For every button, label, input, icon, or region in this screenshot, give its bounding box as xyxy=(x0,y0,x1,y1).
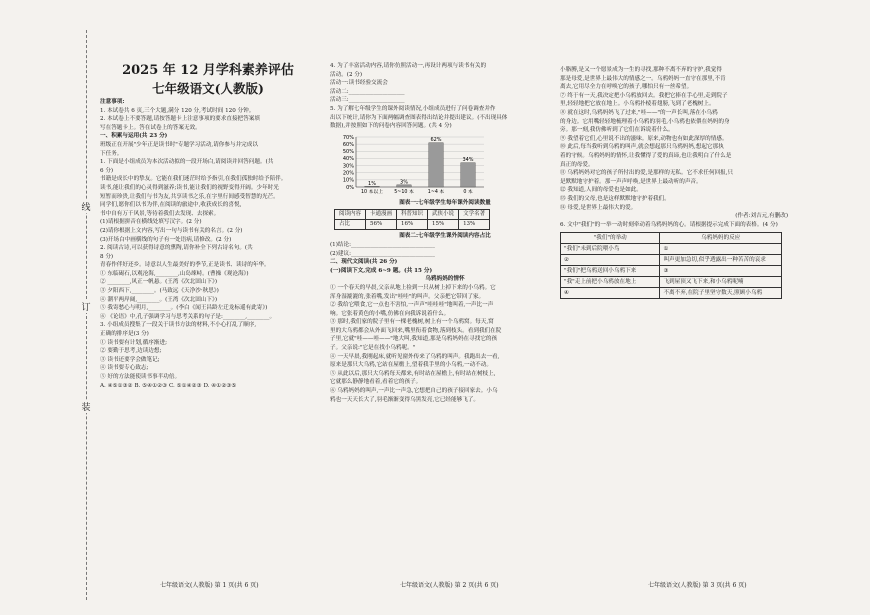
reading-chart-svg xyxy=(334,133,554,199)
text-line: 书籍是成长中的挚友。它能在我们迷茫时给予指引,在我们孤独时给予陪伴。 xyxy=(100,176,287,183)
table-caption: 图表二:七年级学生课外阅读内容占比 xyxy=(399,233,491,240)
bar-value-label: 3% xyxy=(400,179,408,186)
text-line: 小胳膊,是又一个愿景成为一生的寻找,那种不离不弃的守护,我觉得 xyxy=(560,67,722,73)
text-line: 一、积累与运用(共 23 分) xyxy=(100,133,168,140)
table-header-cell: 阅读内容 xyxy=(335,210,366,220)
table-cell: ③ xyxy=(660,266,782,277)
table-row xyxy=(561,288,782,299)
binding-line xyxy=(86,30,87,600)
text-line: ① 一个春天的早晨,父亲从地上捡到一只从树上掉下来的小乌鸦。它 xyxy=(330,284,496,291)
text-line: (一)阅读下文,完成 6~9 题。(共 15 分) xyxy=(330,267,433,274)
text-line: 书中自有万千风景,等待着我们去发现、去探索。 xyxy=(100,210,220,217)
text-line: 2. 阅读古诗,可以获得诗意的熏陶,请你补全下列古诗名句。(共 xyxy=(100,245,253,252)
table-cell: ① xyxy=(660,244,782,255)
table-header-row xyxy=(561,233,782,244)
text-line: ⑪ 乌鸦妈妈对它的孩子所付出的爱,是那样的无私。它不求任何回报,只 xyxy=(560,170,734,177)
reading-content-table xyxy=(334,209,490,230)
table-cell: 15% xyxy=(428,220,459,230)
text-line: 读书,能让我们的心灵得到滋养;读书,能让我们的视野变得开阔。少年时光 xyxy=(100,184,279,191)
text-line: 它就那么静静地看着,看着它的孩子。 xyxy=(330,379,422,386)
table-row xyxy=(561,255,782,266)
bar xyxy=(429,142,443,186)
page-2 xyxy=(330,62,560,404)
text-line: ⑩ 此后,每当我听到乌鸦的叫声,就会想起那只乌鸦妈妈,想起它那执 xyxy=(560,144,724,151)
table-header-cell: 乌鸦妈妈的反应 xyxy=(660,233,782,244)
text-line: 二、现代文阅读(共 26 分) xyxy=(330,259,398,266)
text-line: 离去,它用尽全力在呼唤它的孩子,哪怕只有一丝希望。 xyxy=(560,84,693,91)
table-row xyxy=(561,244,782,255)
table-header-cell: 卡通漫画 xyxy=(366,210,397,220)
binding-margin xyxy=(0,0,96,615)
text-line: ③ 那时,我们家的院子里有一棵老槐树,树上有一个乌鸦窝。每天,窝 xyxy=(330,319,494,326)
question-6: 6. 文中"我们"的一举一动时刻牵动着乌鸦妈妈的心。请根据提示完成下面的表格。(4 分) xyxy=(560,221,778,228)
table-cell: 56% xyxy=(366,220,397,230)
text-line: 数据),并按照如下的问卷内容回答问题。(共 4 分) xyxy=(330,123,452,130)
text-line: ⑨ 我望着它们,心里说不出的滋味。原来,动物也有如此深厚的情感。 xyxy=(560,135,728,142)
text-line: 1. 本试卷共 6 页,三个大题,满分 120 分,考试时间 120 分钟。 xyxy=(100,107,255,114)
text-line: 里的大乌鸦都会从外面飞回来,嘴里衔着食物,落到枝头。看到我们在院 xyxy=(330,327,502,334)
page-3-footer: 七年级语文(人教版) 第 3 页(共 6 页) xyxy=(648,582,747,589)
reading-chart xyxy=(334,133,554,199)
text-line: 1. 下面是小组成员为本次活动拟的一段开场白,请阅读并回答问题。(共 xyxy=(100,159,274,166)
text-line: (2)建议:______________________________ xyxy=(330,250,435,257)
table-cell: 13% xyxy=(459,220,490,230)
text-line: ② 要勤于思考,边读边想; xyxy=(100,348,162,355)
x-tick-label: 0 本 xyxy=(463,189,473,195)
text-line: 6 分) xyxy=(100,167,114,174)
x-tick-label: 5~10 本 xyxy=(394,189,414,195)
text-line: 是默默地守护着。那一声声呼唤,是世界上最动听的声音。 xyxy=(560,178,702,185)
table-cell: 飞到屋顶又飞下来,和小乌鸦呢喃 xyxy=(660,277,782,288)
x-tick-label: 1~4 本 xyxy=(427,189,445,195)
text-line: ⑤ 从此以后,那只大乌鸦每天都来,有时站在屋檐上,有时站在树枝上, xyxy=(330,370,496,377)
exam-subtitle: 七年级语文(人教版) xyxy=(152,81,264,96)
text-line: ⑤ 我寄愁心与明月,________。(李白《闻王昌龄左迁龙标遥有此寄》) xyxy=(100,305,268,312)
bar xyxy=(461,162,475,186)
text-line: 同学们,愿你们以书为伴,在阅读的旅途中,收获成长的喜悦, xyxy=(100,202,242,209)
y-tick-label: 30% xyxy=(342,163,354,170)
table-header-cell: 科普知识 xyxy=(397,210,428,220)
text-line: 真正的母爱。 xyxy=(560,161,594,168)
table-cell: 不离不弃,在院子里坚守数天,照顾小乌鸦 xyxy=(660,288,782,299)
text-line: 写在答题卡上。答在试卷上的答案无效。 xyxy=(100,124,201,131)
table-row xyxy=(561,277,782,288)
text-line: ② 我给它喂食,它一点也不害怕,一声声"哇哇哇"地叫着,一声比一声 xyxy=(330,302,494,309)
text-line: 子里,它就"哇——哇——"地大叫,我知道,那是乌鸦妈妈在寻找它的孩 xyxy=(330,336,498,343)
side-mark: 装 xyxy=(76,400,96,413)
y-tick-label: 0% xyxy=(346,184,354,191)
text-line: 活动二:____________________ xyxy=(330,88,405,95)
text-line: ④ 一天早晨,我刚起床,就听见窗外传来了乌鸦的叫声。我跑出去一看, xyxy=(330,353,500,360)
article-title: 乌鸦妈妈的情怀 xyxy=(425,276,465,283)
y-tick-label: 70% xyxy=(342,134,354,141)
text-line: 子。父亲说:"它是在找小乌鸦呢。" xyxy=(330,345,416,352)
article-text xyxy=(330,284,560,404)
page-1-footer: 七年级语文(人教版) 第 1 页(共 6 页) xyxy=(160,582,259,589)
text-line: 注意事项: xyxy=(100,99,125,105)
text-line: ⑧ 就在这时,乌鸦妈妈飞了过来,"哇——"的一声长叫,落在小乌鸦 xyxy=(560,109,718,116)
y-tick-label: 60% xyxy=(342,141,354,148)
bar-value-label: 1% xyxy=(368,180,376,187)
text-line: A. ④⑤①③② B. ⑤④①②③ C. ⑤①④②③ D. ④①②③⑤ xyxy=(100,382,237,389)
text-line: (3)开场白中画横线的句子有一处语病,请修改。(2 分) xyxy=(100,236,232,243)
text-line: 浑身湿漉漉的,张着嘴,发出"哇哇"的叫声。父亲把它带回了家。 xyxy=(330,293,485,300)
table-cell: "我们"把乌鸦送回小乌鸦下来 xyxy=(561,266,660,277)
page-1-text xyxy=(100,98,316,390)
text-line: ⑤ 好的方法能使读书事半功倍。 xyxy=(100,374,181,380)
text-line: ④ 潮平两岸阔,________。(王湾《次北固山下》) xyxy=(100,296,217,303)
text-line: 4. 为了丰富活动内容,请你仿照活动一,再设计两项与读书有关的 xyxy=(330,63,487,69)
chart-caption: 图表一:七年级学生每年课外阅读数量 xyxy=(399,199,491,206)
text-line: ⑫ 我知道,人间的母爱也是如此。 xyxy=(560,187,642,194)
table-cell: 叫声更加急切,似乎透露出一种苦苦的哀求 xyxy=(660,255,782,266)
x-tick-label: 10 本以上 xyxy=(360,189,384,195)
text-line: 下任务。 xyxy=(100,150,123,157)
text-line: 短暂而珍贵,让我们与书为友,共享读书之乐,在字里行间感受智慧的光芒。 xyxy=(100,193,279,200)
text-line: 活动。(2 分) xyxy=(330,71,363,78)
bar-value-label: 62% xyxy=(430,136,442,143)
text-line: ⑭ 母爱,是世界上最伟大的爱。 xyxy=(560,204,637,211)
text-line: 出以下统计,请你为下面两幅调查图表得出结论并提出建议。(不出现具体 xyxy=(330,114,508,121)
table-cell: ② xyxy=(561,255,660,266)
text-line: ① 东临碣石,以观沧海,________,山岛竦峙。(曹操《观沧海》) xyxy=(100,270,249,277)
text-line: ⑬ 我们的父母,也是这样默默地守护着我们。 xyxy=(560,195,670,202)
text-line: 响。它张着黄色的小嘴,仿佛在向我诉说着什么。 xyxy=(330,310,450,317)
y-tick-label: 10% xyxy=(342,177,354,184)
page-2-section xyxy=(330,241,560,275)
text-line: 2. 本试卷上不要答题,请按答题卡上注意事项的要求直接把答案填 xyxy=(100,116,260,123)
text-line: ⑥ 乌鸦妈妈的叫声,一声比一声急,它想把自己的孩子接回家去。小乌 xyxy=(330,388,498,395)
text-line: 原来是那只大乌鸦,它站在屋檐上,望着我手里的小乌鸦,一动不动。 xyxy=(330,362,492,369)
question-6-table xyxy=(560,232,782,299)
text-line: ② ________,风正一帆悬。(王湾《次北固山下》) xyxy=(100,279,217,286)
text-line: 8 分) xyxy=(100,253,114,260)
y-tick-label: 40% xyxy=(342,155,354,162)
table-header-row xyxy=(335,210,490,220)
text-line: 里,轻轻地把它放在地上。小乌鸦扑棱着翅膀,飞到了老槐树上。 xyxy=(560,101,715,108)
table-header-cell: "我们"的举动 xyxy=(561,233,660,244)
text-line: ③ 夕阳西下,________。(马致远《天净沙·秋思》) xyxy=(100,288,219,295)
text-line: 那是母爱,是世界上最伟大的情感之一。乌鸦妈妈一直守在那里,不肯 xyxy=(560,75,726,82)
table-cell: "我们"未到后院喂小鸟 xyxy=(561,244,660,255)
side-mark: 线 xyxy=(76,200,96,213)
text-line: 班级正在开展"少年正是读书时"专题学习活动,请你参与并完成以 xyxy=(100,141,258,148)
text-line: 鸦也一天天长大了,羽毛渐渐变得乌黑发亮,它已经能够飞了。 xyxy=(330,396,479,403)
table-cell: 16% xyxy=(397,220,428,230)
text-line: ⑦ 终于有一天,我决定把小乌鸦放回去。我把它捧在手心里,走到院子 xyxy=(560,92,728,99)
table-cell: 占比 xyxy=(335,220,366,230)
table-row xyxy=(335,220,490,230)
text-line: (1)请根据拼音在横线处填写汉字。(2 分) xyxy=(100,219,202,226)
article-source: (作者:刘吉元,有删改) xyxy=(735,213,788,220)
text-line: 3. 小组成员搜集了一段关于读书方法的材料,不小心打乱了顺序, xyxy=(100,322,257,329)
exam-title: 2025 年 12 月学科素养评估 xyxy=(122,63,294,78)
text-line: 青春作伴好还乡。诗意以人生最美好的季节,正是读书、读诗的年华。 xyxy=(100,262,270,269)
table-cell: ④ xyxy=(561,288,660,299)
text-line: 正确的排序是(3 分) xyxy=(100,331,149,338)
article-continued xyxy=(560,66,788,212)
side-mark: 订 xyxy=(76,300,96,313)
text-line: 活动三:____________________ xyxy=(330,97,405,104)
text-line: (1)结论:______________________________ xyxy=(330,241,435,248)
y-tick-label: 20% xyxy=(342,170,354,177)
text-line: 着的守候。乌鸦妈妈的情怀,让我懂得了爱的真谛,也让我明白了什么是 xyxy=(560,152,732,159)
table-header-cell: 文学名著 xyxy=(459,210,490,220)
page-2-footer: 七年级语文(人教版) 第 2 页(共 6 页) xyxy=(400,582,499,589)
text-line: 旁。那一刻,我仿佛听到了它们在诉说着什么。 xyxy=(560,127,674,134)
text-line: (2)请你根据上文内容,写出一句与读书有关的名言。(2 分) xyxy=(100,227,243,234)
text-line: 的身边。它用嘴轻轻地梳理着小乌鸦的羽毛,小乌鸦也依偎在妈妈的身 xyxy=(560,118,730,125)
text-line: ① 读书要有计划,循序渐进; xyxy=(100,339,167,346)
bar-value-label: 34% xyxy=(462,156,474,163)
text-line: ④ 读书要专心致志; xyxy=(100,365,149,372)
text-line: ③ 读书还要学会做笔记; xyxy=(100,356,160,363)
table-row xyxy=(561,266,782,277)
text-line: 活动一:读书经验交流会 xyxy=(330,80,388,87)
table-header-cell: 武侠小说 xyxy=(428,210,459,220)
text-line: 5. 为了解七年级学生的课外阅读情况,小组成员进行了问卷调查并作 xyxy=(330,105,496,112)
page-2-questions xyxy=(330,62,560,131)
page-3 xyxy=(560,66,788,299)
text-line: ⑥ 《论语》中,孔子强调学习与思考关系的句子是:________,________。 xyxy=(100,313,276,320)
table-cell: "我"走上前把小乌鸦放在地上 xyxy=(561,277,660,288)
y-tick-label: 50% xyxy=(342,148,354,155)
page-1 xyxy=(100,62,316,390)
